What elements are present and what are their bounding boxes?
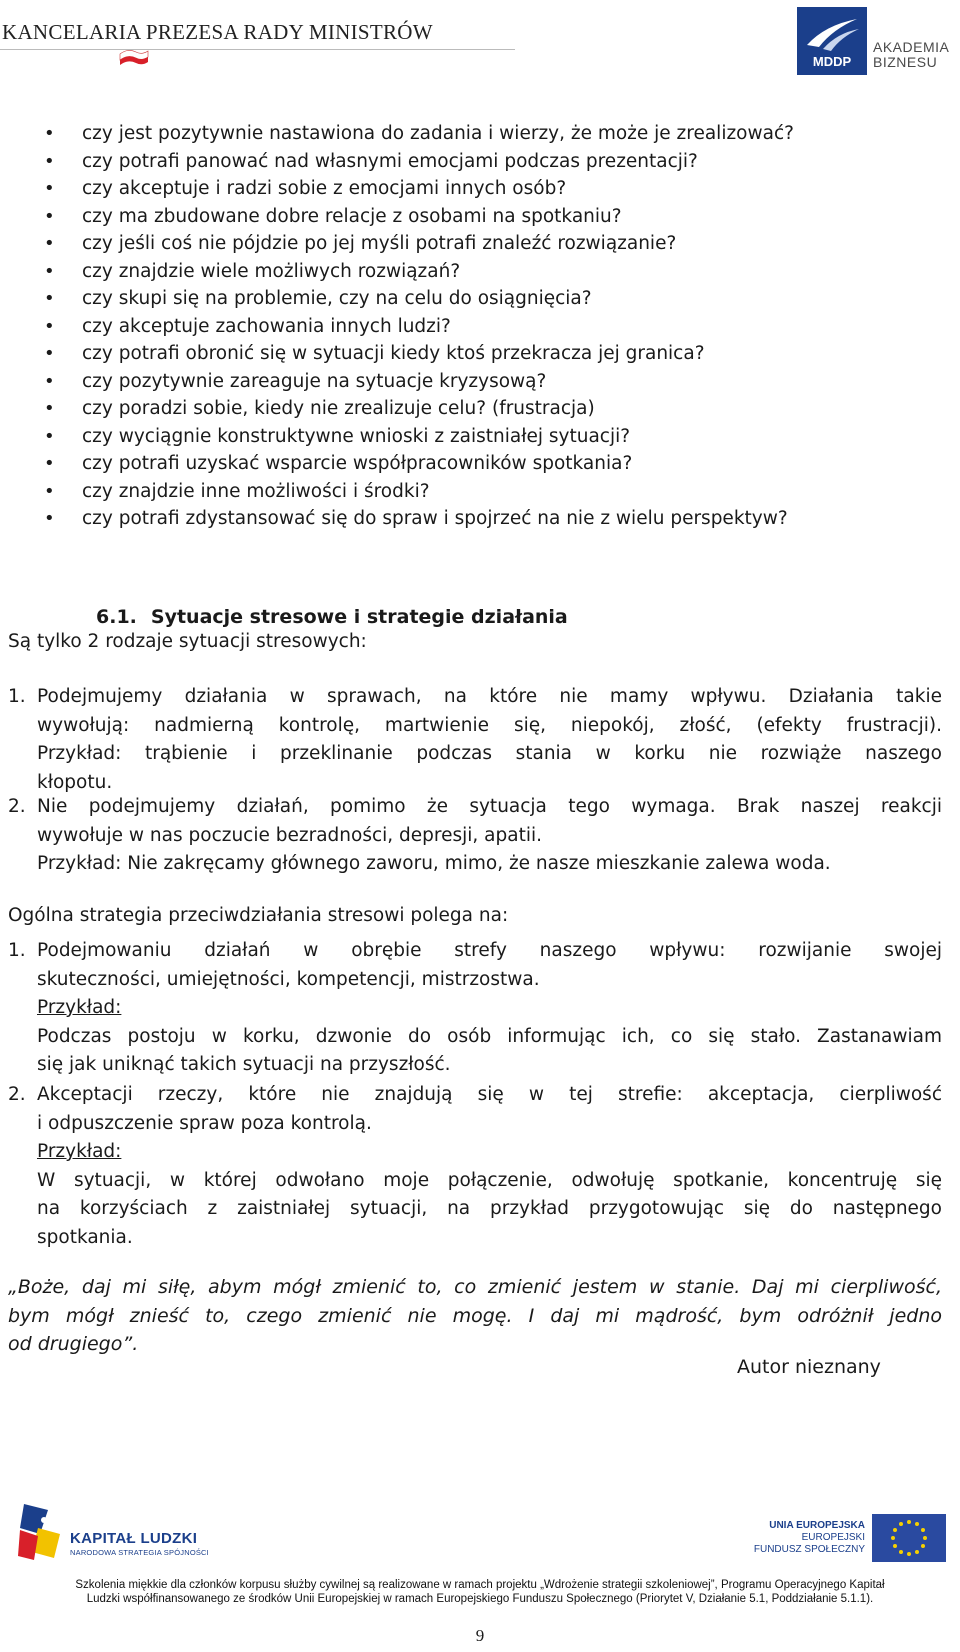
mddp-logo — [797, 7, 867, 75]
header-divider — [0, 49, 515, 50]
list-item: • czy jeśli coś nie pójdzie po jej myśli potrafi znaleźć rozwiązanie? — [0, 230, 794, 258]
item-number: 1. — [8, 940, 26, 961]
ue-line-3: FUNDUSZ SPOŁECZNY — [753, 1544, 865, 1555]
eu-logo-text — [720, 1520, 865, 1556]
list-item: • czy ma zbudowane dobre relacje z osobami na spotkaniu? — [0, 203, 794, 231]
item-line: wywołuje w nas poczucie bezradności, depresji, apatii. — [37, 824, 542, 846]
intro-paragraph-2: Ogólna strategia przeciwdziałania stresowi polega na: — [8, 905, 509, 926]
example-line: W sytuacji, w której odwołano moje połączenie, odwołuję spotkanie, koncentruję się — [37, 1169, 942, 1191]
mddp-swoosh-icon — [803, 15, 861, 51]
list-item: • czy poradzi sobie, kiedy nie zrealizuje celu? (frustracja) — [0, 395, 794, 423]
example-line: Podczas postoju w korku, dzwonie do osób informując ich, co się stało. Zastanawiam — [37, 1025, 942, 1047]
quote-author: Autor nieznany — [737, 1356, 881, 1378]
kapital-ludzki-logo — [70, 1530, 209, 1557]
example-label: Przykład: — [37, 1141, 122, 1162]
ue-line-1: UNIA EUROPEJSKA — [769, 1520, 865, 1531]
item-line: Nie podejmujemy działań, pomimo że sytuacja tego wymaga. Brak naszej reakcji — [37, 796, 942, 817]
item-line: Podejmujemy działania w sprawach, na które nie mamy wpływu. Działania takie — [37, 686, 942, 707]
org-title: KANCELARIA PREZESA RADY MINISTRÓW — [2, 20, 433, 44]
list-item: • czy potrafi panować nad własnymi emocjami podczas prezentacji? — [0, 148, 794, 176]
list-item: • czy akceptuje i radzi sobie z emocjami innych osób? — [0, 175, 794, 203]
strategy-item-1 — [8, 937, 942, 1080]
kapital-ludzki-emblem-icon — [18, 1500, 66, 1564]
list-item: • czy pozytywnie zareaguje na sytuacje kryzysową? — [0, 368, 794, 396]
item-number: 2. — [8, 796, 26, 817]
kl-title: KAPITAŁ LUDZKI — [70, 1530, 198, 1547]
section-heading — [96, 606, 568, 628]
list-item: • czy jest pozytywnie nastawiona do zadania i wierzy, że może je zrealizować? — [0, 120, 794, 148]
footer-note — [0, 1578, 960, 1606]
akademia-line-1: AKADEMIA — [873, 39, 950, 55]
intro-paragraph-1: Są tylko 2 rodzaje sytuacji stresowych: — [8, 631, 367, 652]
quote-line: od drugiego”. — [8, 1333, 139, 1355]
polish-flag-emblem-icon — [118, 46, 150, 66]
list-item: • czy potrafi zdystansować się do spraw i spojrzeć na nie z wielu perspektyw? — [0, 505, 794, 533]
eu-flag-icon — [872, 1514, 946, 1562]
closing-quote — [8, 1273, 942, 1359]
item-line: Podejmowaniu działań w obrębie strefy naszego wpływu: rozwijanie swojej — [37, 940, 942, 961]
situation-item-2 — [8, 793, 942, 879]
list-item: • czy potrafi uzyskać wsparcie współpracowników spotkania? — [0, 450, 794, 478]
mddp-label: MDDP — [812, 54, 852, 69]
item-line: kłopotu. — [37, 771, 113, 793]
section-title: Sytuacje stresowe i strategie działania — [150, 606, 568, 628]
akademia-biznesu-logo — [873, 40, 949, 70]
list-item: • czy znajdzie inne możliwości i środki? — [0, 478, 794, 506]
ue-line-2: EUROPEJSKI — [801, 1532, 865, 1543]
example-line: na korzyściach z zaistniałej sytuacji, na przykład przygotowując się do następnego — [37, 1198, 942, 1219]
item-line: Przykład: trąbienie i przeklinanie podczas stania w korku nie rozwiąże naszego — [37, 743, 942, 764]
item-line: Akceptacji rzeczy, które nie znajdują się w tej strefie: akceptacja, cierpliwość — [37, 1084, 942, 1105]
page-footer — [0, 1500, 960, 1652]
strategy-item-2 — [8, 1081, 942, 1252]
item-number: 1. — [8, 686, 26, 707]
item-line: Przykład: Nie zakręcamy głównego zaworu, mimo, że nasze mieszkanie zalewa woda. — [37, 853, 831, 874]
footer-note-line-1: Szkolenia miękkie dla członków korpusu służby cywilnej są realizowane w ramach projektu „Wdrożenie strategii szkoleniowej”, Programu Operacyjnego Kapitał — [75, 1579, 885, 1591]
list-item: • czy skupi się na problemie, czy na celu do osiągnięcia? — [0, 285, 794, 313]
page-number: 9 — [475, 1626, 485, 1645]
list-item: • czy potrafi obronić się w sytuacji kiedy ktoś przekracza jej granica? — [0, 340, 794, 368]
list-item: • czy znajdzie wiele możliwych rozwiązań? — [0, 258, 794, 286]
section-number: 6.1. — [96, 606, 137, 628]
akademia-line-2: BIZNESU — [873, 54, 938, 70]
quote-line: „Boże, daj mi siłę, abym mógł zmienić to, co zmienić jestem w stanie. Daj mi cierpliwość, — [8, 1276, 942, 1298]
example-line: spotkania. — [37, 1226, 133, 1248]
list-item: • czy akceptuje zachowania innych ludzi? — [0, 313, 794, 341]
list-item: • czy wyciągnie konstruktywne wnioski z zaistniałej sytuacji? — [0, 423, 794, 451]
example-line: się jak uniknąć takich sytuacji na przyszłość. — [37, 1054, 451, 1075]
item-number: 2. — [8, 1084, 26, 1105]
kl-subtitle: NARODOWA STRATEGIA SPÓJNOŚCI — [70, 1548, 209, 1557]
page-header — [0, 0, 960, 80]
situation-item-1 — [8, 683, 942, 797]
quote-line: bym mógł znieść to, czego zmienić nie mogę. I daj mi mądrość, bym odróżnił jedno — [8, 1304, 942, 1327]
item-line: wywołują: nadmierną kontrolę, martwienie się, niepokój, złość, (efekty frustracji). — [37, 714, 942, 736]
example-label: Przykład: — [37, 997, 122, 1018]
item-line: i odpuszczenie spraw poza kontrolą. — [37, 1112, 372, 1134]
question-list — [0, 120, 794, 533]
item-line: skuteczności, umiejętności, kompetencji, mistrzostwa. — [37, 968, 540, 990]
footer-note-line-2: Ludzki współfinansowanego ze środków Unii Europejskiej w ramach Europejskiego Funduszu Społecznego (Priorytet V, Działanie 5.1, Poddziałanie 5.1.1). — [86, 1593, 874, 1605]
